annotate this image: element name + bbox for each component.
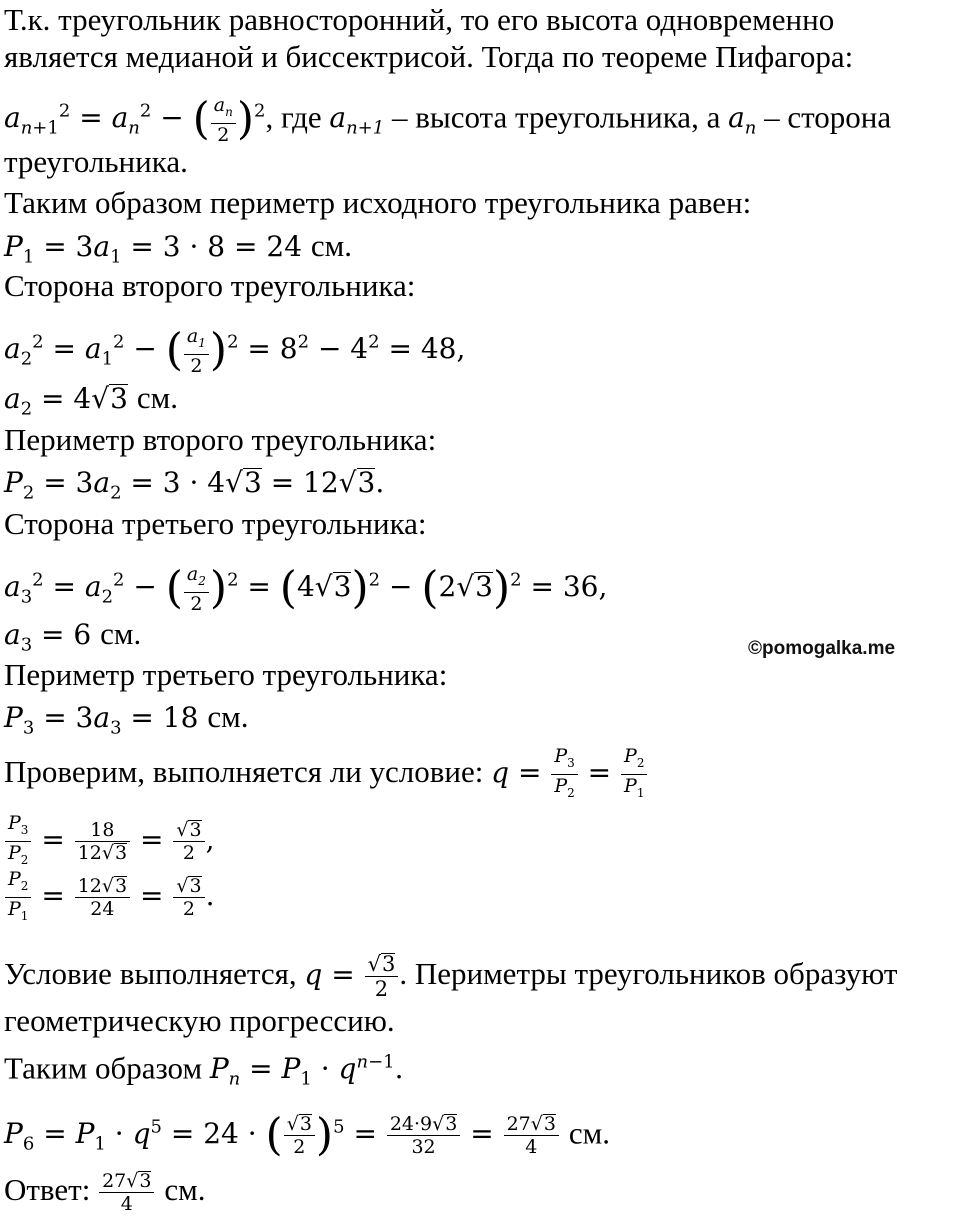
text-line-21: геометрическую прогрессию. [4,1003,395,1038]
unit-cm: см. [164,1172,206,1207]
text-line-2: является медианой и биссектрисой. Тогда по теореме Пифагора: [4,39,854,74]
check-condition-line [4,745,648,804]
text-line-1: Т.к. треугольник равносторонний, то его высота одновременно [4,2,835,37]
general-term-text: Таким образом [4,1050,210,1086]
text-side-desc: – сторона [756,99,892,135]
side-2-formula: $a_2 = 4√3$ [4,382,128,420]
text-line-5: Таким образом периметр исходного треугольника равен: [4,185,752,220]
answer-line [4,1170,206,1215]
perimeter-3-line [4,697,248,749]
text-line-7: Сторона второго треугольника: [4,268,416,303]
answer-label: Ответ: [4,1172,99,1207]
check-condition-text: Проверим, выполняется ли условие: [4,753,492,789]
unit-cm: см. [136,380,178,415]
side-3-squared-formula: $a_3^2 = a_2^2$ − ( $\frac{a_2}{2}$ )$^2 = (4√3)^2 - (2√3)^2 = 36$, [4,562,608,615]
ratio-32-formula: $\frac{P_3}{P_2}$ = $\frac{18}{12√3}$ = $\frac{√3}{2}$ , [4,823,214,856]
text-line-12: Сторона третьего треугольника: [4,506,427,541]
text-line-4: треугольника. [4,144,188,179]
unit-cm: см. [310,228,353,263]
unit-cm: см. [568,1115,611,1151]
condition-holds-line [4,952,897,1001]
general-term-line [4,1043,404,1100]
perimeter-6-line [4,1108,610,1165]
text-line-10: Периметр второго треугольника: [4,422,437,457]
progression-text: . Периметры треугольников образуют [399,956,898,991]
perimeter-3-formula: $P_3 = 3a_3 = 18$ [4,701,208,739]
answer-formula: $\frac{27√3}{4}$ [98,1174,164,1207]
side-3-formula: $a_3 = 6$ [4,618,101,656]
perimeter-2-formula: $P_2 = 3a_2 = 3 \cdot 4√3 = 12√3$. [4,466,385,504]
side-2-squared-formula: $a_2^2 = a_1^2$ − ( $\frac{a_1}{2}$ )$^2 = 8^2 - 4^2 = 48$, [4,324,466,377]
text-line-15: Периметр третьего треугольника: [4,657,448,692]
side-3-squared-line [4,561,607,618]
pythagoras-formula-line [4,92,891,149]
var-side: $a_n$ [728,101,757,139]
condition-holds-text: Условие выполняется, [4,956,305,991]
unit-cm: см. [100,616,142,651]
perimeter-1-formula: $P_1 = 3a_1 = 3 \cdot 8 = 24$ [4,230,311,268]
perimeter-6-formula: $P_6 = P_1 \cdot q^5 = 24$ · ( $\frac{√3}{2}$ )$^5$ = $\frac{24\cdot 9√3}{32}$ = $\frac{27√3}{4}$ [4,1117,569,1150]
pythagoras-formula: $a_{n+1}^2 = a_n^2$ − ( $\frac{a_n}{2}$ )$^2$ [4,93,266,146]
var-height: $a_{n+1}$ [329,101,385,139]
watermark: ©pomogalka.me [748,638,896,659]
unit-cm: см. [207,699,249,734]
ratio-condition-formula: q = $\frac{P_3}{P_2}$ = $\frac{P_2}{P_1}$ [491,756,648,789]
general-term-formula: $P_n = P_1 \cdot q^{n-1}$. [209,1052,404,1090]
text-height-desc: – высота треугольника, а [384,99,729,135]
text-where: , где [265,99,330,135]
q-value-formula: q = $\frac{√3}{2}$ [304,958,399,991]
ratio-21-formula: $\frac{P_2}{P_1}$ = $\frac{12√3}{24}$ = $\frac{√3}{2}$ . [4,879,214,912]
side-2-squared-line [4,323,465,380]
ratio-32-line [4,812,214,871]
ratio-21-line [4,868,214,927]
